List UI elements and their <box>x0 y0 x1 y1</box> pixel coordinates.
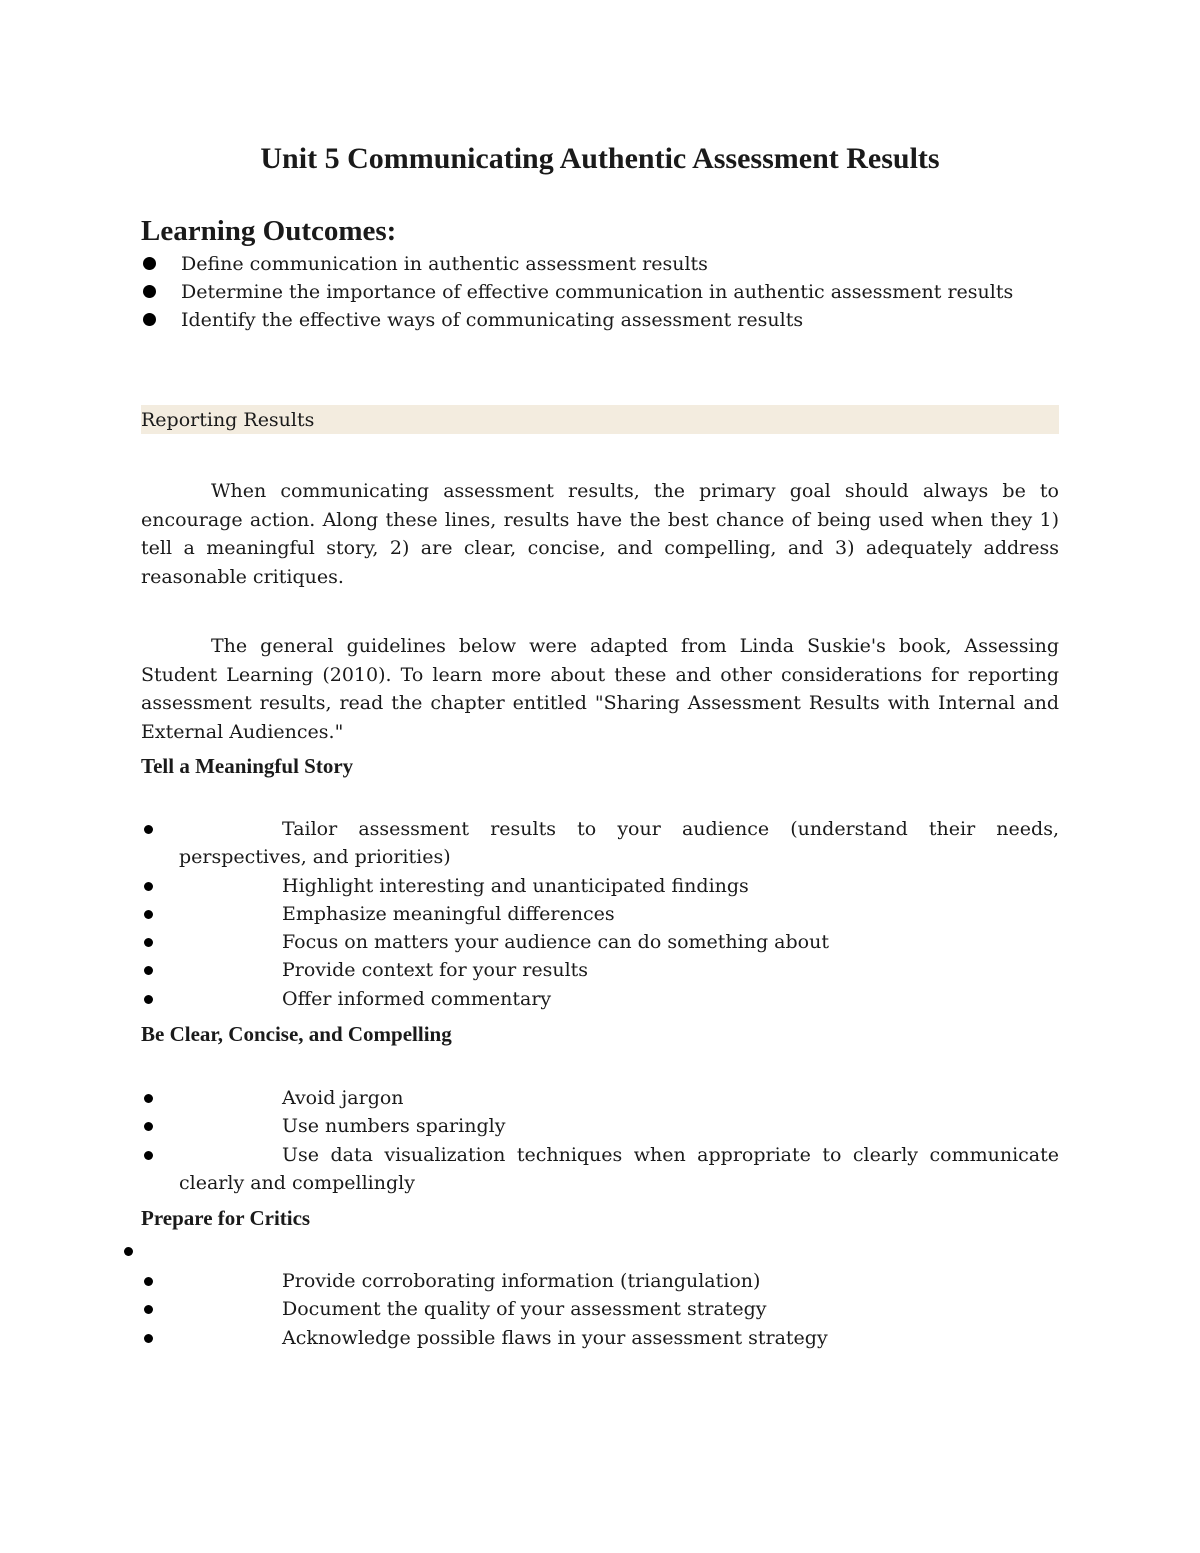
reporting-results-heading: Reporting Results <box>141 405 1059 434</box>
learning-outcomes-list <box>141 250 1013 334</box>
bullet-icon <box>143 257 156 270</box>
intro-paragraph: When communicating assessment results, the primary goal should always be to encourage action. Along these lines, results have the best chance of being used when they 1) tell a meaningful story, 2) are clear, concise, and compelling, and 3) adequately address reasonable critiques. <box>141 480 1059 588</box>
list-item: Provide context for your results <box>141 956 1059 984</box>
list-item: Use data visualization techniques when appropriate to clearly communicate clearly and compellingly <box>141 1141 1059 1198</box>
list-item: Determine the importance of effective communication in authentic assessment results <box>141 278 1013 306</box>
clear-concise-list <box>141 1084 1059 1197</box>
list-item: Acknowledge possible flaws in your assessment strategy <box>141 1324 1059 1352</box>
bullet-icon <box>144 882 153 891</box>
list-item: Avoid jargon <box>141 1084 1059 1112</box>
bullet-icon <box>144 1122 153 1131</box>
list-item: Tailor assessment results to your audience (understand their needs, perspectives, and priorities) <box>141 815 1059 872</box>
tell-story-list <box>141 815 1059 1013</box>
list-item: Define communication in authentic assessment results <box>141 250 1013 278</box>
bullet-icon <box>144 966 153 975</box>
bullet-icon <box>144 1334 153 1343</box>
prepare-critics-heading: Prepare for Critics <box>141 1206 311 1230</box>
list-item: Highlight interesting and unanticipated findings <box>141 872 1059 900</box>
bullet-icon <box>144 995 153 1004</box>
page-title: Unit 5 Communicating Authentic Assessment Results <box>260 142 940 175</box>
prepare-critics-list <box>141 1267 1059 1352</box>
bullet-icon <box>144 1305 153 1314</box>
list-item: Document the quality of your assessment strategy <box>141 1295 1059 1323</box>
guidelines-paragraph: The general guidelines below were adapted from Linda Suskie's book, Assessing Student Learning (2010). To learn more about these and other considerations for reporting assessment results, read the chapter entitled "Sharing Assessment Results with Internal and External Audiences." <box>141 635 1059 743</box>
bullet-icon <box>143 313 156 326</box>
list-item: Focus on matters your audience can do something about <box>141 928 1059 956</box>
bullet-icon <box>144 938 153 947</box>
list-item: Identify the effective ways of communicating assessment results <box>141 306 1013 334</box>
learning-outcomes-heading: Learning Outcomes: <box>141 215 397 247</box>
list-item: Provide corroborating information (triangulation) <box>141 1267 1059 1295</box>
bullet-icon <box>144 1277 153 1286</box>
list-item: Offer informed commentary <box>141 985 1059 1013</box>
bullet-icon <box>144 1094 153 1103</box>
bullet-icon <box>144 910 153 919</box>
tell-story-heading: Tell a Meaningful Story <box>141 754 354 778</box>
list-item: Emphasize meaningful differences <box>141 900 1059 928</box>
bullet-icon <box>143 285 156 298</box>
clear-concise-heading: Be Clear, Concise, and Compelling <box>141 1022 452 1046</box>
bullet-icon <box>144 825 153 834</box>
bullet-icon <box>124 1247 133 1256</box>
list-item: Use numbers sparingly <box>141 1112 1059 1140</box>
bullet-icon <box>144 1151 153 1160</box>
